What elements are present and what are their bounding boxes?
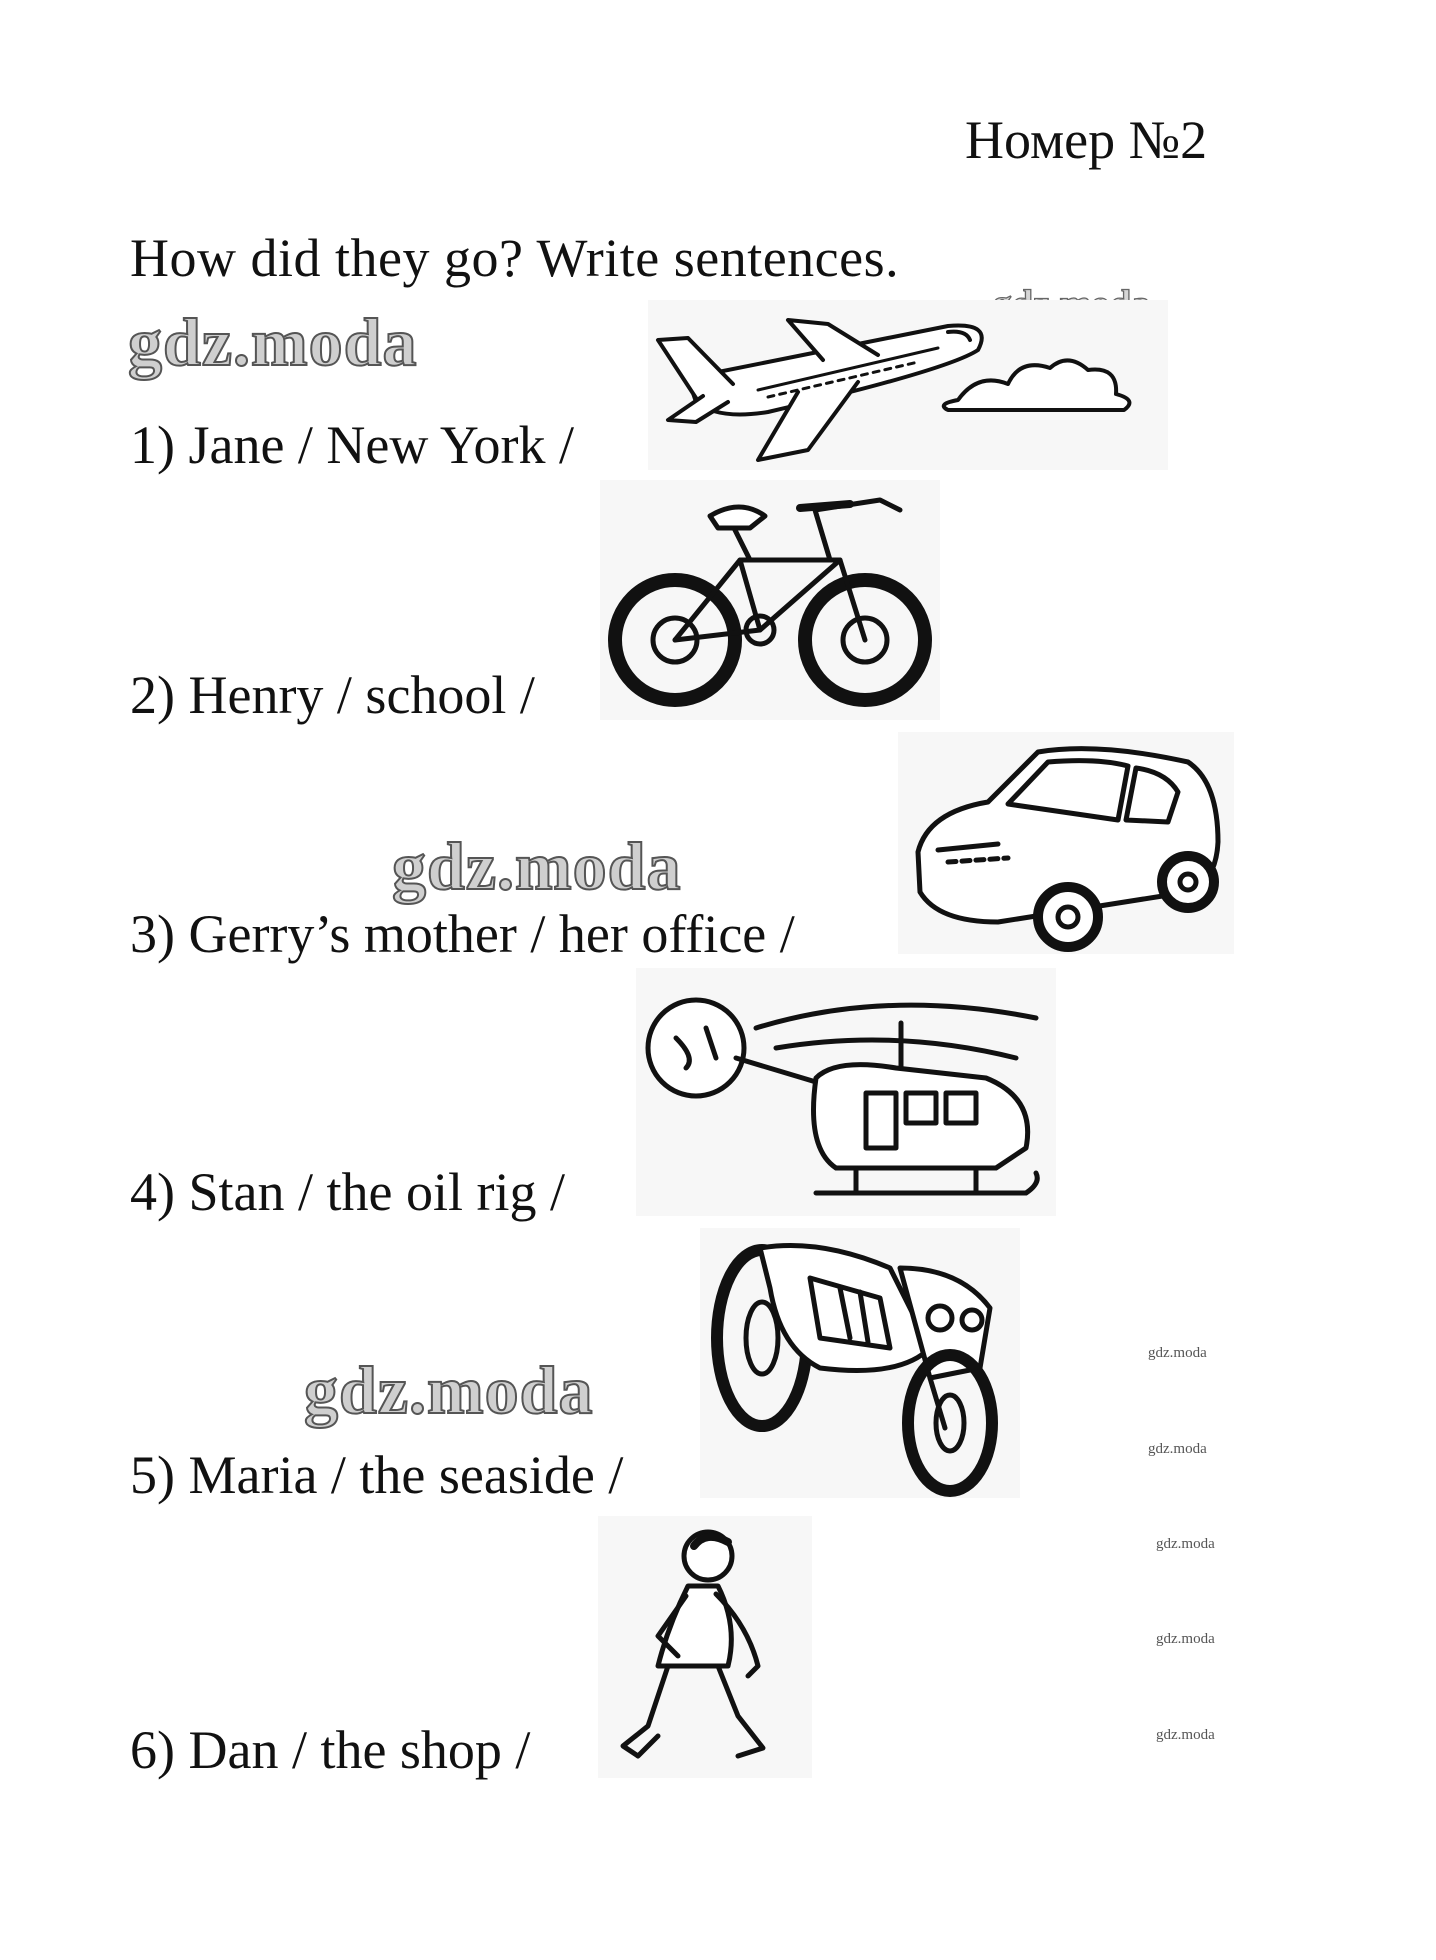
exercise-item-5: 5) Maria / the seaside / [130, 1445, 624, 1505]
watermark-small: gdz.moda [1156, 1536, 1215, 1552]
airplane-icon [648, 300, 1168, 470]
exercise-item-4: 4) Stan / the oil rig / [130, 1162, 565, 1222]
watermark-large: gdz.moda [392, 828, 682, 904]
watermark-small: gdz.moda [1156, 1631, 1215, 1647]
exercise-item-1: 1) Jane / New York / [130, 415, 574, 475]
exercise-item-6: 6) Dan / the shop / [130, 1720, 531, 1780]
watermark-small: gdz.moda [1148, 1441, 1207, 1457]
car-icon [898, 732, 1234, 954]
exercise-item-2: 2) Henry / school / [130, 665, 535, 725]
watermark-large: gdz.moda [304, 1352, 594, 1428]
exercise-instruction: How did they go? Write sentences. [130, 228, 900, 288]
bicycle-icon [600, 480, 940, 720]
walking-man-icon [598, 1516, 812, 1778]
watermark-large: gdz.moda [128, 304, 418, 380]
watermark-small: gdz.moda [1156, 1727, 1215, 1743]
exercise-item-3: 3) Gerry’s mother / her office / [130, 904, 795, 964]
watermark-small: gdz.moda [1148, 1345, 1207, 1361]
helicopter-icon [636, 968, 1056, 1216]
page-number-title: Номер №2 [965, 110, 1208, 170]
motorbike-icon [700, 1228, 1020, 1498]
